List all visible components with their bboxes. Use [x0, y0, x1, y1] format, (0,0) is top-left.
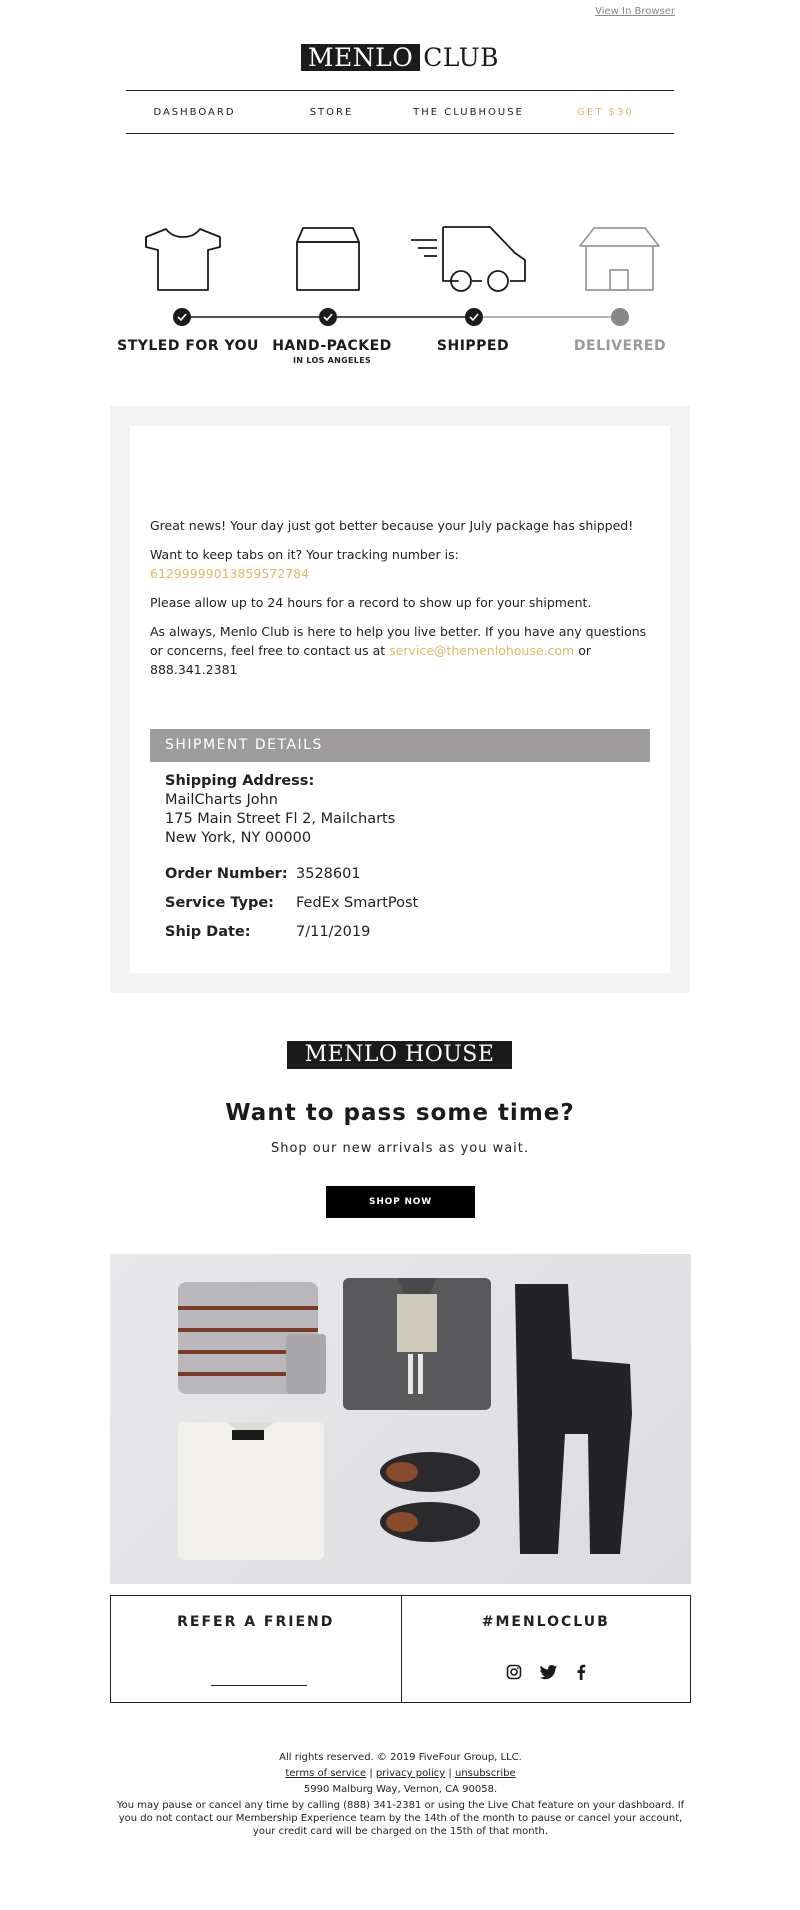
- shipment-tracker: [0, 220, 800, 370]
- message-card: [110, 406, 690, 993]
- dark-jeans-image: [515, 1284, 632, 1554]
- box-icon: [297, 228, 359, 290]
- step-label-packed: HAND-PACKED: [272, 338, 392, 354]
- pending-dot-delivered: [611, 308, 629, 326]
- tracking-number-link[interactable]: 61299999013859572784: [150, 566, 310, 581]
- nav-store[interactable]: STORE: [309, 106, 354, 118]
- facebook-icon[interactable]: [576, 1664, 586, 1680]
- refer-friend-title[interactable]: REFER A FRIEND: [177, 1614, 335, 1630]
- service-type-value: FedEx SmartPost: [296, 895, 419, 911]
- step-label-shipped: SHIPPED: [436, 338, 510, 354]
- check-dot-styled: [173, 308, 191, 326]
- footer: [110, 1751, 691, 1838]
- bottom-links-grid: [110, 1595, 691, 1703]
- social-icons: [402, 1664, 691, 1680]
- white-shirt-image: [178, 1422, 324, 1560]
- shipment-details-header: SHIPMENT DETAILS: [150, 729, 650, 762]
- ship-date-label: Ship Date:: [165, 924, 251, 940]
- social-hashtag-title: #MENLOCLUB: [481, 1614, 610, 1630]
- message-paragraph-allow: Please allow up to 24 hours for a record to show up for your shipment.: [150, 595, 592, 610]
- step-label-delivered: DELIVERED: [573, 338, 667, 354]
- logo-part-menlo: MENLO: [301, 44, 420, 71]
- message-paragraph-contact: [150, 622, 650, 679]
- social-cell: [401, 1596, 691, 1702]
- view-in-browser-link[interactable]: View In Browser: [595, 6, 675, 17]
- support-email-link[interactable]: service@themenlohouse.com: [389, 643, 575, 658]
- support-phone: 888.341.2381: [150, 662, 238, 677]
- privacy-policy-link[interactable]: privacy policy: [375, 1768, 446, 1779]
- nav-get-30[interactable]: GET $30: [577, 106, 634, 118]
- twitter-icon[interactable]: [540, 1664, 558, 1680]
- footer-separator: |: [448, 1768, 452, 1779]
- nav-clubhouse[interactable]: THE CLUBHOUSE: [413, 106, 524, 118]
- refer-friend-underline: [211, 1685, 307, 1686]
- nav-dashboard[interactable]: DASHBOARD: [153, 106, 236, 118]
- instagram-icon[interactable]: [506, 1664, 522, 1680]
- shop-now-button[interactable]: SHOP NOW: [326, 1186, 475, 1218]
- promo-headline: Want to pass some time?: [225, 1100, 575, 1126]
- footer-separator: |: [369, 1768, 373, 1779]
- shipping-address-city: New York, NY 00000: [165, 830, 312, 846]
- ship-date-value: 7/11/2019: [296, 924, 371, 940]
- terms-of-service-link[interactable]: terms of service: [285, 1768, 367, 1779]
- tshirt-icon: [146, 229, 220, 290]
- logo-part-club: CLUB: [423, 42, 500, 72]
- check-dot-packed: [319, 308, 337, 326]
- shipping-address-name: MailCharts John: [165, 792, 278, 808]
- order-number-value: 3528601: [296, 866, 361, 882]
- check-dot-shipped: [465, 308, 483, 326]
- shipping-address-label: Shipping Address:: [165, 773, 315, 789]
- shoes-image: [380, 1452, 480, 1542]
- message-paragraph-tracking: [150, 545, 650, 583]
- step-label-styled: STYLED FOR YOU: [117, 338, 259, 354]
- menlo-house-logo[interactable]: MENLO HOUSE: [287, 1041, 512, 1069]
- order-number-label: Order Number:: [165, 866, 288, 882]
- message-card-inner: [130, 426, 670, 973]
- footer-rights: All rights reserved. © 2019 FiveFour Group, LLC.: [279, 1752, 522, 1763]
- main-nav: [126, 90, 674, 134]
- clothing-flatlay-image: [110, 1254, 691, 1584]
- unsubscribe-link[interactable]: unsubscribe: [454, 1768, 516, 1779]
- refer-friend-cell[interactable]: [111, 1596, 401, 1702]
- truck-icon: [411, 227, 525, 291]
- step-sublabel-packed: IN LOS ANGELES: [292, 356, 372, 365]
- message-paragraph-shipped: Great news! Your day just got better because your July package has shipped!: [150, 518, 634, 533]
- footer-links: [110, 1767, 691, 1780]
- tracking-intro: Want to keep tabs on it? Your tracking number is:: [150, 547, 459, 562]
- house-icon: [580, 228, 659, 290]
- shipping-address-street: 175 Main Street Fl 2, Mailcharts: [165, 811, 396, 827]
- gray-cardigan-image: [343, 1278, 491, 1410]
- footer-disclaimer: You may pause or cancel any time by calling (888) 341-2381 or using the Live Chat feature on your dashboard. If you do not contact our Membership Experience team by the 14th of the month to pause or cancel your account, your credit card will be charged on the 15th of that month.: [116, 1800, 685, 1837]
- menlo-club-logo[interactable]: [0, 44, 800, 71]
- promo-subhead: Shop our new arrivals as you wait.: [270, 1141, 530, 1156]
- striped-sweater-image: [178, 1282, 326, 1394]
- contact-or: or: [578, 643, 591, 658]
- new-arrivals-photo[interactable]: [110, 1254, 691, 1584]
- footer-address: 5990 Malburg Way, Vernon, CA 90058.: [303, 1784, 498, 1795]
- service-type-label: Service Type:: [165, 895, 274, 911]
- contact-text: As always, Menlo Club is here to help you live better. If you have any questions or concerns, feel free to contact us at: [150, 624, 647, 658]
